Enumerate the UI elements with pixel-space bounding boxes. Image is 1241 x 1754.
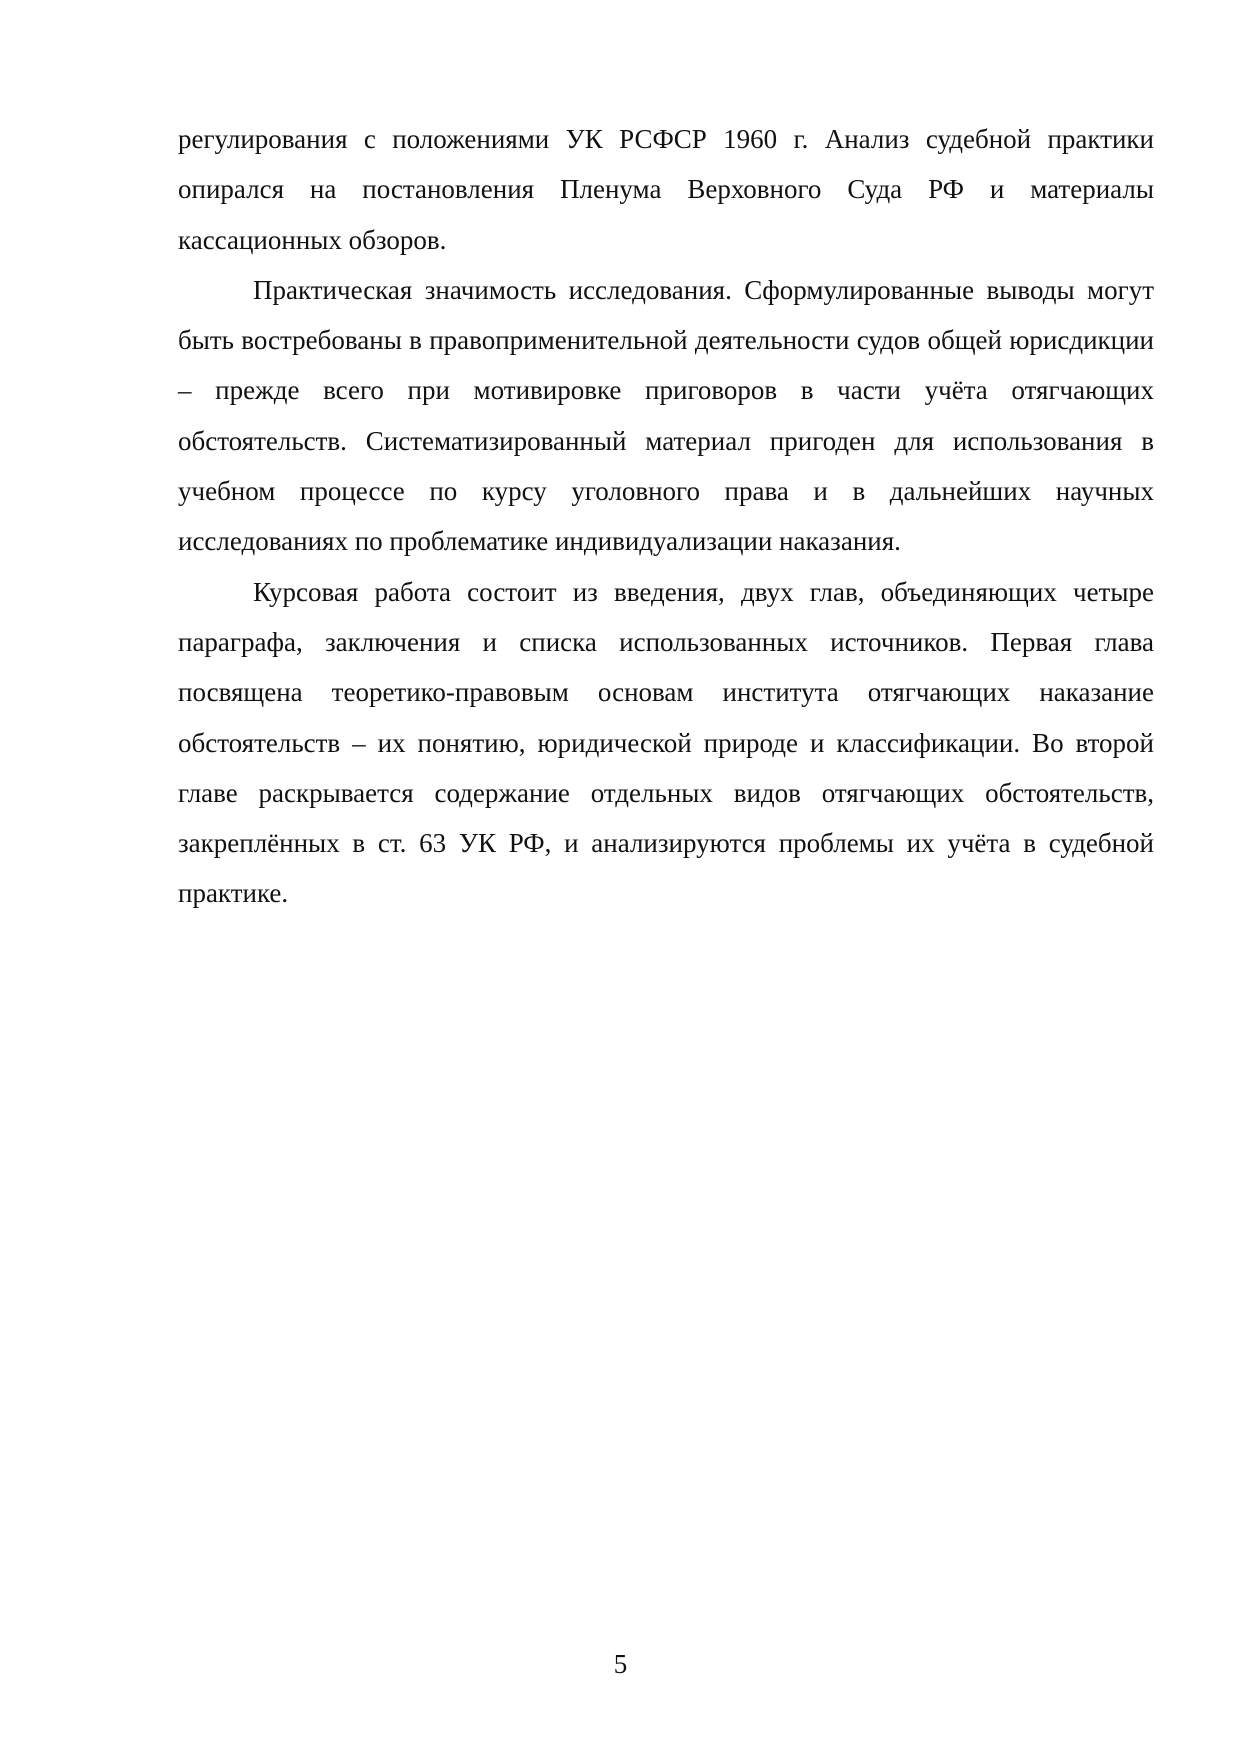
paragraph-practical-significance: Практическая значимость исследования. Сформулированные выводы могут быть востребованы в правоприменительной деятельности судов общей юрисдикции – прежде всего при мотивировке приговоров в части учёта отягчающих обстоятельств. Систематизированный материал пригоден для использования в учебном процессе по курсу уголовного права и в дальнейших научных исследованиях по проблематике индивидуализации наказания. bbox=[178, 274, 1154, 557]
paragraph-structure: Курсовая работа состоит из введения, двух глав, объединяющих четыре параграфа, заключения и списка использованных источников. Первая глава посвящена теоретико-правовым основам института отягчающих наказание обстоятельств – их понятию, юридической природе и классификации. Во второй главе раскрывается содержание отдельных видов отягчающих обстоятельств, закреплённых в ст. 63 УК РФ, и анализируются проблемы их учёта в судебной практике. bbox=[178, 576, 1154, 909]
body-text bbox=[178, 114, 1154, 919]
paragraph-continuation: регулирования с положениями УК РСФСР 1960 г. Анализ судебной практики опирался на постановления Пленума Верховного Суда РФ и материалы кассационных обзоров. bbox=[178, 124, 1154, 255]
page-number: 5 bbox=[613, 1649, 628, 1679]
